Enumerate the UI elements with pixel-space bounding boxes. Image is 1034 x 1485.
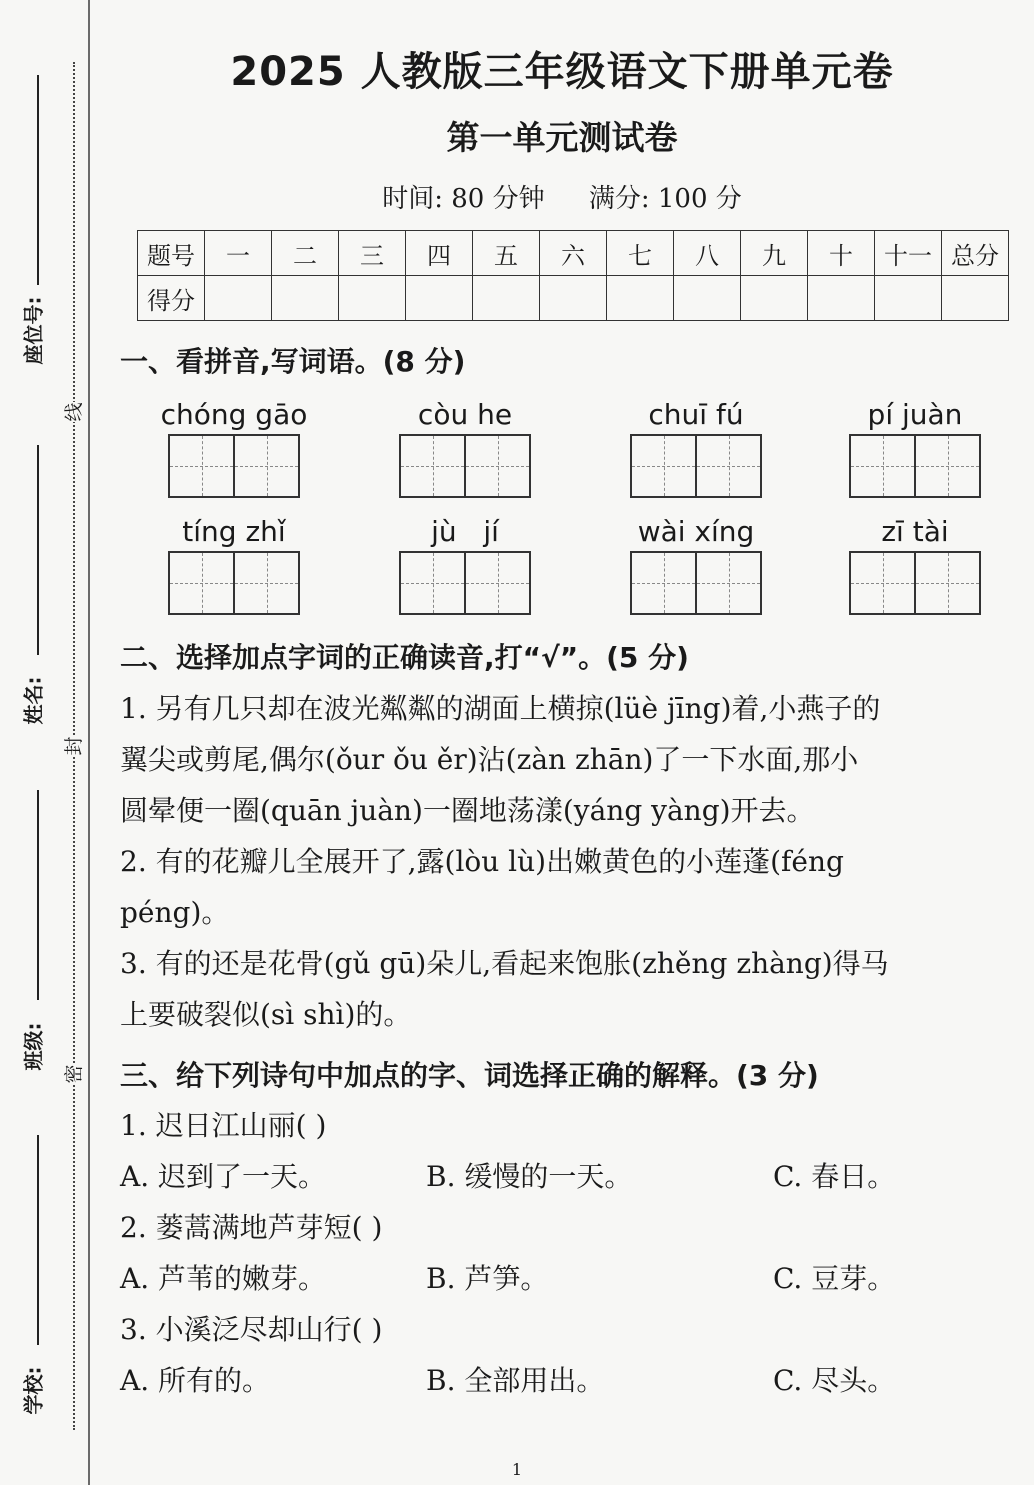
school-label: 学校: [21,1366,46,1415]
tianzige-box[interactable] [849,434,981,498]
pinyin-label: pí juàn [867,398,963,431]
time-info: 时间: 80 分钟 [382,184,545,214]
score-input-cell[interactable] [339,276,406,321]
exam-subtitle: 第一单元测试卷 [446,118,678,157]
score-header-cell: 三 [339,231,406,276]
score-table [137,230,1009,321]
score-header-cell: 题号 [138,231,205,276]
score-row-label: 得分 [138,276,205,321]
passage-line: 翼尖或剪尾,偶尔(ǒur ǒu ěr)沾(zàn zhān)了一下水面,那小 [120,743,859,776]
score-input-cell[interactable] [674,276,741,321]
option-c[interactable]: C. 春日。 [773,1160,896,1193]
passage-line: 1. 另有几只却在波光粼粼的湖面上横掠(lüè jīng)着,小燕子的 [120,692,881,725]
passage-line: 圆晕便一圈(quān juàn)一圈地荡漾(yáng yàng)开去。 [120,794,815,827]
pinyin-label: wài xíng [637,515,755,548]
tianzige-box[interactable] [399,551,531,615]
score-header-cell: 九 [741,231,808,276]
score-header-cell: 四 [406,231,473,276]
passage-line: péng)。 [120,896,230,929]
tianzige-box[interactable] [168,551,300,615]
full-score-info: 满分: 100 分 [588,184,742,214]
score-input-cell[interactable] [808,276,875,321]
score-table-score-row [138,276,1009,321]
exam-meta [120,178,1004,215]
pinyin-item [601,396,791,498]
pinyin-item [139,513,329,615]
score-table-header-row [138,231,1009,276]
tianzige-box[interactable] [168,434,300,498]
page-number: 1 [511,1460,523,1479]
score-input-cell[interactable] [540,276,607,321]
pinyin-label: jù jí [431,515,499,548]
pinyin-label: zī tài [881,515,949,548]
score-input-cell[interactable] [942,276,1009,321]
pinyin-item [370,513,560,615]
pinyin-item [139,396,329,498]
option-c[interactable]: C. 尽头。 [773,1364,896,1397]
seat-number-line[interactable] [37,75,39,285]
option-a[interactable]: A. 所有的。 [120,1364,271,1397]
score-header-cell: 十一 [875,231,942,276]
question-3: 3. 小溪泛尽却山行( ) [120,1313,383,1346]
score-header-cell: 八 [674,231,741,276]
seat-number-label: 座位号: [21,296,46,365]
passage-line: 上要破裂似(sì shì)的。 [120,998,412,1031]
cut-mark-mi: 密 [63,1064,85,1084]
pinyin-item [370,396,560,498]
score-input-cell[interactable] [607,276,674,321]
pinyin-label: còu he [417,398,513,431]
pinyin-label: chóng gāo [160,398,308,431]
name-label: 姓名: [21,676,46,725]
tianzige-box[interactable] [630,434,762,498]
score-header-cell: 一 [205,231,272,276]
name-line[interactable] [37,445,39,655]
binding-line [88,0,90,1485]
score-input-cell[interactable] [741,276,808,321]
score-input-cell[interactable] [205,276,272,321]
question-1-options [120,1151,1010,1202]
option-b[interactable]: B. 缓慢的一天。 [426,1160,633,1193]
option-a[interactable]: A. 芦苇的嫩芽。 [120,1262,327,1295]
option-b[interactable]: B. 全部用出。 [426,1364,605,1397]
option-b[interactable]: B. 芦笋。 [426,1262,549,1295]
passage-line: 2. 有的花瓣儿全展开了,露(lòu lù)出嫩黄色的小莲蓬(féng [120,845,844,878]
pinyin-label: chuī fú [648,398,744,431]
tianzige-box[interactable] [399,434,531,498]
cut-mark-feng: 封 [63,736,85,756]
option-c[interactable]: C. 豆芽。 [773,1262,896,1295]
score-header-cell: 六 [540,231,607,276]
score-header-cell: 十 [808,231,875,276]
tianzige-box[interactable] [630,551,762,615]
passage-line: 3. 有的还是花骨(gǔ gū)朵儿,看起来饱胀(zhěng zhàng)得马 [120,947,889,980]
section-3-title: 三、给下列诗句中加点的字、词选择正确的解释。(3 分) [120,1059,819,1092]
score-input-cell[interactable] [406,276,473,321]
section-1-title: 一、看拼音,写词语。(8 分) [120,345,466,378]
pinyin-label: tíng zhǐ [182,515,286,548]
school-line[interactable] [37,1135,39,1345]
score-header-cell: 二 [272,231,339,276]
cut-mark-xian: 线 [63,402,85,422]
section-2-title: 二、选择加点字词的正确读音,打“√”。(5 分) [120,641,689,674]
class-label: 班级: [21,1022,46,1071]
class-line[interactable] [37,790,39,1000]
score-input-cell[interactable] [875,276,942,321]
tianzige-box[interactable] [849,551,981,615]
pinyin-item [820,513,1010,615]
section-2-body [120,683,1010,1040]
question-3-options [120,1355,1010,1406]
score-header-cell: 总分 [942,231,1009,276]
pinyin-item [820,396,1010,498]
question-1: 1. 迟日江山丽( ) [120,1109,327,1142]
score-input-cell[interactable] [473,276,540,321]
score-input-cell[interactable] [272,276,339,321]
question-2: 2. 蒌蒿满地芦芽短( ) [120,1211,383,1244]
pinyin-item [601,513,791,615]
score-header-cell: 五 [473,231,540,276]
option-a[interactable]: A. 迟到了一天。 [120,1160,327,1193]
score-header-cell: 七 [607,231,674,276]
question-2-options [120,1253,1010,1304]
exam-title: 2025 人教版三年级语文下册单元卷 [230,49,894,95]
binding-margin [0,0,92,1485]
